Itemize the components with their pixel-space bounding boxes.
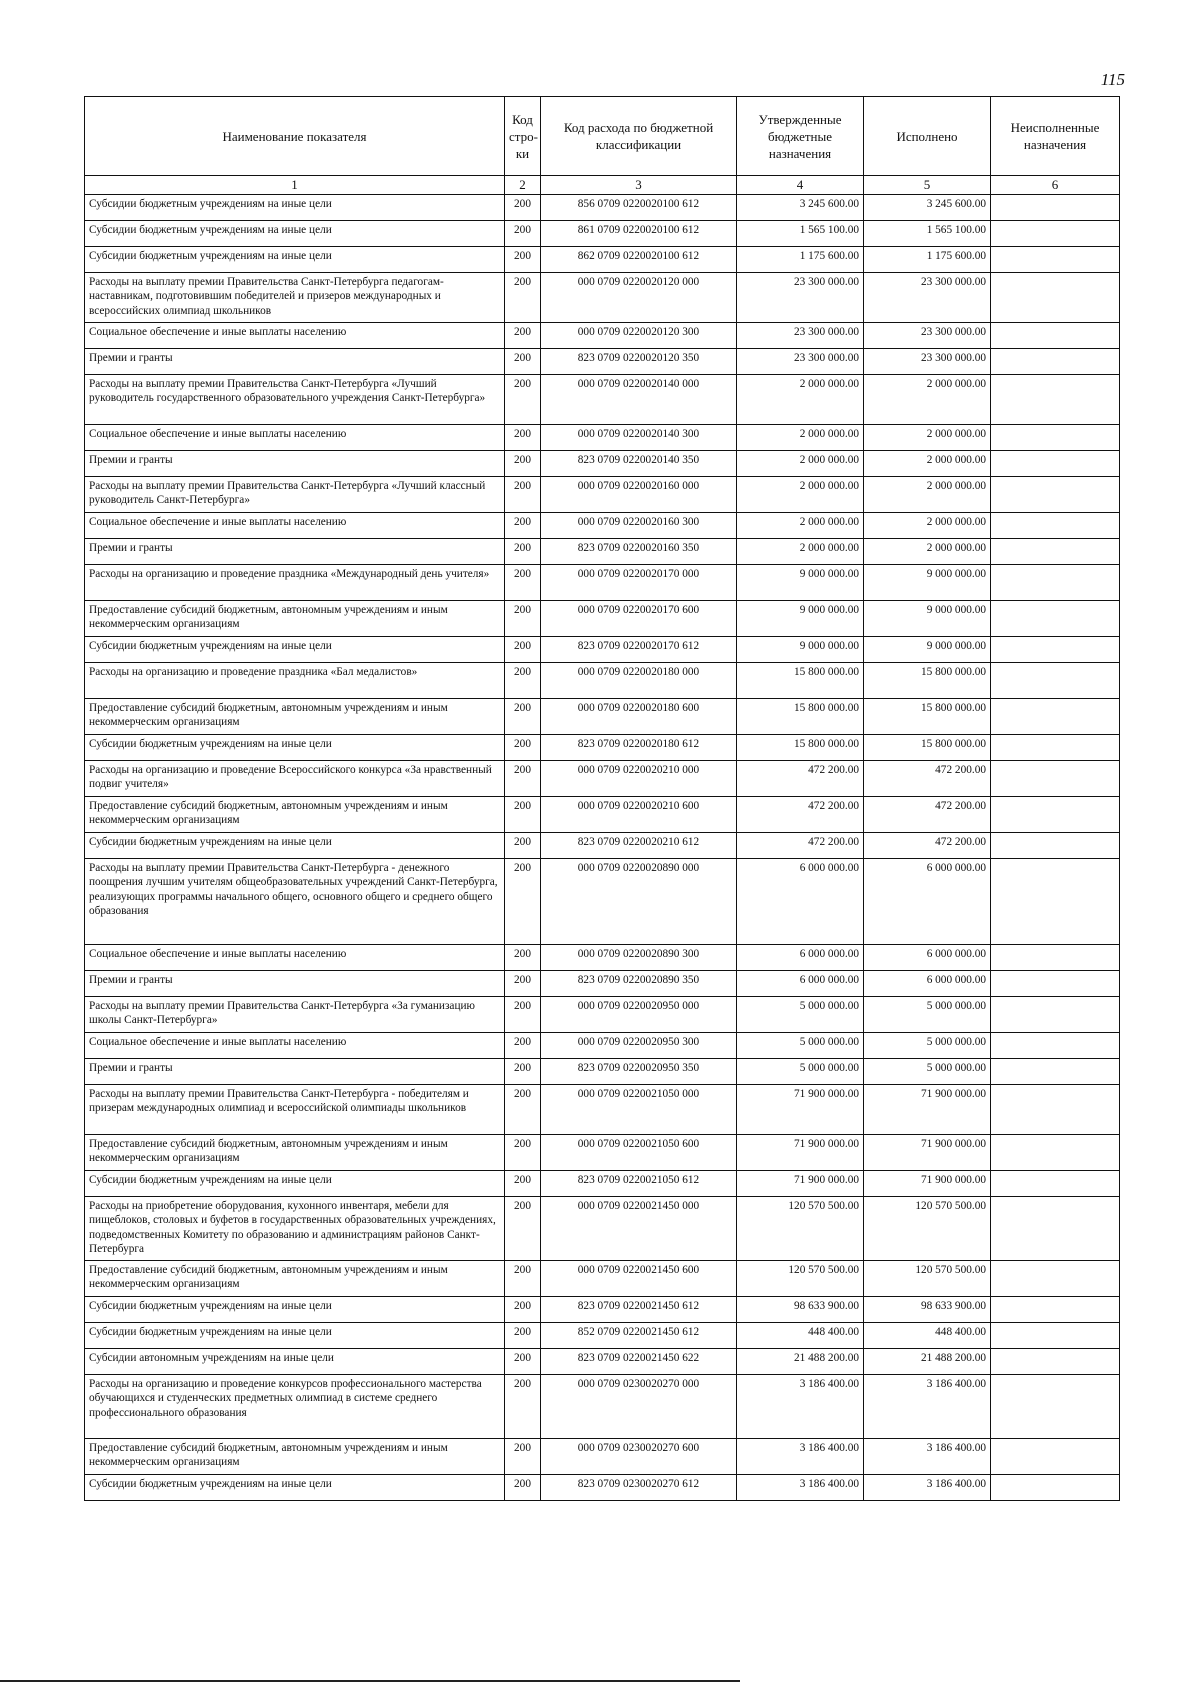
table-row <box>85 1059 1120 1085</box>
unexecuted-amount-cell <box>991 1475 1120 1501</box>
line-code-cell: 200 <box>505 859 541 945</box>
approved-amount-cell: 98 633 900.00 <box>737 1297 864 1323</box>
approved-amount-cell: 2 000 000.00 <box>737 477 864 513</box>
column-number: 6 <box>991 176 1120 195</box>
table-row <box>85 375 1120 425</box>
indicator-name-cell: Предоставление субсидий бюджетным, автономным учреждениям и иным некоммерческим организациям <box>85 699 505 735</box>
table-row <box>85 797 1120 833</box>
approved-amount-cell: 472 200.00 <box>737 761 864 797</box>
budget-execution-table <box>84 96 1120 1501</box>
indicator-name-cell: Расходы на организацию и проведение конкурсов профессионального мастерства обучающихся и студенческих предметных олимпиад в системе среднего профессионального образования <box>85 1375 505 1439</box>
classification-code-cell: 000 0709 0220021450 600 <box>541 1261 737 1297</box>
classification-code-cell: 823 0709 0220020140 350 <box>541 451 737 477</box>
line-code-cell: 200 <box>505 945 541 971</box>
indicator-name-cell: Субсидии автономным учреждениям на иные цели <box>85 1349 505 1375</box>
indicator-name-cell: Расходы на выплату премии Правительства Санкт-Петербурга «Лучший классный руководитель Санкт-Петербурга» <box>85 477 505 513</box>
classification-code-cell: 000 0709 0220020210 600 <box>541 797 737 833</box>
line-code-cell: 200 <box>505 833 541 859</box>
approved-amount-cell: 15 800 000.00 <box>737 699 864 735</box>
line-code-cell: 200 <box>505 663 541 699</box>
line-code-cell: 200 <box>505 375 541 425</box>
indicator-name-cell: Предоставление субсидий бюджетным, автономным учреждениям и иным некоммерческим организациям <box>85 797 505 833</box>
classification-code-cell: 000 0709 0220020160 000 <box>541 477 737 513</box>
classification-code-cell: 000 0709 0220021050 600 <box>541 1135 737 1171</box>
line-code-cell: 200 <box>505 565 541 601</box>
approved-amount-cell: 23 300 000.00 <box>737 323 864 349</box>
page-number: 115 <box>1100 70 1125 89</box>
table-row <box>85 349 1120 375</box>
table-row <box>85 539 1120 565</box>
indicator-name-cell: Предоставление субсидий бюджетным, автономным учреждениям и иным некоммерческим организациям <box>85 1261 505 1297</box>
indicator-name-cell: Премии и гранты <box>85 1059 505 1085</box>
column-numbers-row <box>85 176 1120 195</box>
approved-amount-cell: 448 400.00 <box>737 1323 864 1349</box>
line-code-cell: 200 <box>505 1085 541 1135</box>
line-code-cell: 200 <box>505 221 541 247</box>
header-row <box>85 97 1120 176</box>
line-code-cell: 200 <box>505 1261 541 1297</box>
indicator-name-cell: Премии и гранты <box>85 451 505 477</box>
executed-amount-cell: 5 000 000.00 <box>864 1033 991 1059</box>
classification-code-cell: 000 0709 0220020170 600 <box>541 601 737 637</box>
table-row <box>85 247 1120 273</box>
line-code-cell: 200 <box>505 1059 541 1085</box>
unexecuted-amount-cell <box>991 513 1120 539</box>
table-row <box>85 663 1120 699</box>
executed-amount-cell: 9 000 000.00 <box>864 601 991 637</box>
line-code-cell: 200 <box>505 1439 541 1475</box>
classification-code-cell: 823 0709 0220020120 350 <box>541 349 737 375</box>
executed-amount-cell: 15 800 000.00 <box>864 735 991 761</box>
executed-amount-cell: 472 200.00 <box>864 833 991 859</box>
table-row <box>85 699 1120 735</box>
table-row <box>85 477 1120 513</box>
executed-amount-cell: 472 200.00 <box>864 797 991 833</box>
executed-amount-cell: 3 186 400.00 <box>864 1439 991 1475</box>
line-code-cell: 200 <box>505 971 541 997</box>
approved-amount-cell: 71 900 000.00 <box>737 1171 864 1197</box>
header-executed: Исполнено <box>864 97 991 176</box>
indicator-name-cell: Субсидии бюджетным учреждениям на иные цели <box>85 195 505 221</box>
indicator-name-cell: Расходы на выплату премии Правительства Санкт-Петербурга - победителям и призерам международных олимпиад и всероссийской олимпиады школьников <box>85 1085 505 1135</box>
classification-code-cell: 000 0709 0220020950 300 <box>541 1033 737 1059</box>
classification-code-cell: 000 0709 0220020140 000 <box>541 375 737 425</box>
table-row <box>85 513 1120 539</box>
line-code-cell: 200 <box>505 273 541 323</box>
classification-code-cell: 000 0709 0220020950 000 <box>541 997 737 1033</box>
classification-code-cell: 823 0709 0220021450 612 <box>541 1297 737 1323</box>
approved-amount-cell: 21 488 200.00 <box>737 1349 864 1375</box>
classification-code-cell: 823 0709 0220021450 622 <box>541 1349 737 1375</box>
indicator-name-cell: Расходы на приобретение оборудования, кухонного инвентаря, мебели для пищеблоков, столовых и буфетов в государственных образовательных учреждениях, подведомственных Комитету по образованию и администрациям районов Санкт-Петербурга <box>85 1197 505 1261</box>
approved-amount-cell: 2 000 000.00 <box>737 451 864 477</box>
table-row <box>85 425 1120 451</box>
column-number: 2 <box>505 176 541 195</box>
table-row <box>85 761 1120 797</box>
unexecuted-amount-cell <box>991 1085 1120 1135</box>
executed-amount-cell: 2 000 000.00 <box>864 451 991 477</box>
executed-amount-cell: 71 900 000.00 <box>864 1085 991 1135</box>
classification-code-cell: 823 0709 0220021050 612 <box>541 1171 737 1197</box>
approved-amount-cell: 9 000 000.00 <box>737 601 864 637</box>
table-row <box>85 1033 1120 1059</box>
executed-amount-cell: 448 400.00 <box>864 1323 991 1349</box>
table-body <box>85 195 1120 1501</box>
line-code-cell: 200 <box>505 601 541 637</box>
unexecuted-amount-cell <box>991 477 1120 513</box>
approved-amount-cell: 3 186 400.00 <box>737 1439 864 1475</box>
column-number: 3 <box>541 176 737 195</box>
column-number: 4 <box>737 176 864 195</box>
approved-amount-cell: 472 200.00 <box>737 797 864 833</box>
table-row <box>85 1475 1120 1501</box>
unexecuted-amount-cell <box>991 637 1120 663</box>
table-row <box>85 1375 1120 1439</box>
classification-code-cell: 823 0709 0220020210 612 <box>541 833 737 859</box>
indicator-name-cell: Премии и гранты <box>85 539 505 565</box>
executed-amount-cell: 6 000 000.00 <box>864 971 991 997</box>
unexecuted-amount-cell <box>991 539 1120 565</box>
approved-amount-cell: 2 000 000.00 <box>737 539 864 565</box>
approved-amount-cell: 6 000 000.00 <box>737 945 864 971</box>
indicator-name-cell: Расходы на организацию и проведение праздника «Международный день учителя» <box>85 565 505 601</box>
line-code-cell: 200 <box>505 761 541 797</box>
indicator-name-cell: Предоставление субсидий бюджетным, автономным учреждениям и иным некоммерческим организациям <box>85 1135 505 1171</box>
line-code-cell: 200 <box>505 477 541 513</box>
classification-code-cell: 000 0709 0220020170 000 <box>541 565 737 601</box>
line-code-cell: 200 <box>505 195 541 221</box>
table-row <box>85 1439 1120 1475</box>
executed-amount-cell: 9 000 000.00 <box>864 637 991 663</box>
unexecuted-amount-cell <box>991 699 1120 735</box>
line-code-cell: 200 <box>505 997 541 1033</box>
classification-code-cell: 823 0709 0220020950 350 <box>541 1059 737 1085</box>
approved-amount-cell: 3 186 400.00 <box>737 1375 864 1439</box>
classification-code-cell: 852 0709 0220021450 612 <box>541 1323 737 1349</box>
approved-amount-cell: 6 000 000.00 <box>737 859 864 945</box>
executed-amount-cell: 23 300 000.00 <box>864 273 991 323</box>
line-code-cell: 200 <box>505 1033 541 1059</box>
classification-code-cell: 000 0709 0220020890 300 <box>541 945 737 971</box>
unexecuted-amount-cell <box>991 565 1120 601</box>
approved-amount-cell: 1 565 100.00 <box>737 221 864 247</box>
unexecuted-amount-cell <box>991 971 1120 997</box>
line-code-cell: 200 <box>505 735 541 761</box>
indicator-name-cell: Субсидии бюджетным учреждениям на иные цели <box>85 637 505 663</box>
unexecuted-amount-cell <box>991 761 1120 797</box>
unexecuted-amount-cell <box>991 1261 1120 1297</box>
line-code-cell: 200 <box>505 323 541 349</box>
unexecuted-amount-cell <box>991 323 1120 349</box>
executed-amount-cell: 2 000 000.00 <box>864 539 991 565</box>
unexecuted-amount-cell <box>991 247 1120 273</box>
indicator-name-cell: Субсидии бюджетным учреждениям на иные цели <box>85 1323 505 1349</box>
line-code-cell: 200 <box>505 1475 541 1501</box>
indicator-name-cell: Социальное обеспечение и иные выплаты населению <box>85 1033 505 1059</box>
indicator-name-cell: Социальное обеспечение и иные выплаты населению <box>85 323 505 349</box>
unexecuted-amount-cell <box>991 451 1120 477</box>
classification-code-cell: 000 0709 0220021050 000 <box>541 1085 737 1135</box>
bottom-scan-rule <box>0 1680 740 1682</box>
approved-amount-cell: 472 200.00 <box>737 833 864 859</box>
executed-amount-cell: 15 800 000.00 <box>864 699 991 735</box>
approved-amount-cell: 3 186 400.00 <box>737 1475 864 1501</box>
unexecuted-amount-cell <box>991 273 1120 323</box>
table-row <box>85 833 1120 859</box>
table-row <box>85 1261 1120 1297</box>
line-code-cell: 200 <box>505 247 541 273</box>
approved-amount-cell: 5 000 000.00 <box>737 1033 864 1059</box>
indicator-name-cell: Предоставление субсидий бюджетным, автономным учреждениям и иным некоммерческим организациям <box>85 1439 505 1475</box>
approved-amount-cell: 3 245 600.00 <box>737 195 864 221</box>
unexecuted-amount-cell <box>991 1059 1120 1085</box>
table-row <box>85 859 1120 945</box>
indicator-name-cell: Субсидии бюджетным учреждениям на иные цели <box>85 1297 505 1323</box>
table-row <box>85 1085 1120 1135</box>
executed-amount-cell: 71 900 000.00 <box>864 1171 991 1197</box>
approved-amount-cell: 2 000 000.00 <box>737 513 864 539</box>
table-row <box>85 451 1120 477</box>
line-code-cell: 200 <box>505 1197 541 1261</box>
executed-amount-cell: 3 186 400.00 <box>864 1475 991 1501</box>
unexecuted-amount-cell <box>991 1323 1120 1349</box>
indicator-name-cell: Премии и гранты <box>85 971 505 997</box>
header-approved-assignments: Утвержденные бюджетные назначения <box>737 97 864 176</box>
line-code-cell: 200 <box>505 699 541 735</box>
classification-code-cell: 823 0709 0220020180 612 <box>541 735 737 761</box>
unexecuted-amount-cell <box>991 945 1120 971</box>
executed-amount-cell: 6 000 000.00 <box>864 859 991 945</box>
classification-code-cell: 000 0709 0220020180 000 <box>541 663 737 699</box>
indicator-name-cell: Предоставление субсидий бюджетным, автономным учреждениям и иным некоммерческим организациям <box>85 601 505 637</box>
approved-amount-cell: 9 000 000.00 <box>737 565 864 601</box>
header-line-code: Код стро-ки <box>505 97 541 176</box>
classification-code-cell: 823 0709 0220020170 612 <box>541 637 737 663</box>
executed-amount-cell: 71 900 000.00 <box>864 1135 991 1171</box>
line-code-cell: 200 <box>505 539 541 565</box>
indicator-name-cell: Расходы на выплату премии Правительства Санкт-Петербурга - денежного поощрения лучшим учителям общеобразовательных учреждений Санкт-Петербурга, реализующих программы начального общего, основного общего и среднего общего образования <box>85 859 505 945</box>
classification-code-cell: 862 0709 0220020100 612 <box>541 247 737 273</box>
classification-code-cell: 000 0709 0220020140 300 <box>541 425 737 451</box>
indicator-name-cell: Расходы на выплату премии Правительства Санкт-Петербурга «Лучший руководитель государственного образовательного учреждения Санкт-Петербурга» <box>85 375 505 425</box>
indicator-name-cell: Субсидии бюджетным учреждениям на иные цели <box>85 735 505 761</box>
classification-code-cell: 000 0709 0220020120 000 <box>541 273 737 323</box>
classification-code-cell: 000 0709 0220020160 300 <box>541 513 737 539</box>
table-row <box>85 945 1120 971</box>
classification-code-cell: 861 0709 0220020100 612 <box>541 221 737 247</box>
approved-amount-cell: 6 000 000.00 <box>737 971 864 997</box>
indicator-name-cell: Социальное обеспечение и иные выплаты населению <box>85 513 505 539</box>
unexecuted-amount-cell <box>991 425 1120 451</box>
unexecuted-amount-cell <box>991 195 1120 221</box>
classification-code-cell: 000 0709 0220021450 000 <box>541 1197 737 1261</box>
approved-amount-cell: 23 300 000.00 <box>737 349 864 375</box>
classification-code-cell: 000 0709 0220020120 300 <box>541 323 737 349</box>
unexecuted-amount-cell <box>991 833 1120 859</box>
executed-amount-cell: 23 300 000.00 <box>864 323 991 349</box>
classification-code-cell: 823 0709 0220020160 350 <box>541 539 737 565</box>
line-code-cell: 200 <box>505 1323 541 1349</box>
line-code-cell: 200 <box>505 637 541 663</box>
executed-amount-cell: 23 300 000.00 <box>864 349 991 375</box>
table-row <box>85 273 1120 323</box>
classification-code-cell: 856 0709 0220020100 612 <box>541 195 737 221</box>
unexecuted-amount-cell <box>991 349 1120 375</box>
executed-amount-cell: 21 488 200.00 <box>864 1349 991 1375</box>
executed-amount-cell: 120 570 500.00 <box>864 1197 991 1261</box>
executed-amount-cell: 5 000 000.00 <box>864 1059 991 1085</box>
approved-amount-cell: 71 900 000.00 <box>737 1135 864 1171</box>
line-code-cell: 200 <box>505 451 541 477</box>
unexecuted-amount-cell <box>991 1349 1120 1375</box>
approved-amount-cell: 5 000 000.00 <box>737 1059 864 1085</box>
indicator-name-cell: Субсидии бюджетным учреждениям на иные цели <box>85 247 505 273</box>
indicator-name-cell: Субсидии бюджетным учреждениям на иные цели <box>85 221 505 247</box>
table-row <box>85 637 1120 663</box>
approved-amount-cell: 2 000 000.00 <box>737 375 864 425</box>
line-code-cell: 200 <box>505 797 541 833</box>
executed-amount-cell: 3 186 400.00 <box>864 1375 991 1439</box>
header-indicator-name: Наименование показателя <box>85 97 505 176</box>
unexecuted-amount-cell <box>991 859 1120 945</box>
executed-amount-cell: 2 000 000.00 <box>864 477 991 513</box>
unexecuted-amount-cell <box>991 375 1120 425</box>
unexecuted-amount-cell <box>991 601 1120 637</box>
column-number: 5 <box>864 176 991 195</box>
indicator-name-cell: Субсидии бюджетным учреждениям на иные цели <box>85 833 505 859</box>
line-code-cell: 200 <box>505 1375 541 1439</box>
executed-amount-cell: 15 800 000.00 <box>864 663 991 699</box>
indicator-name-cell: Социальное обеспечение и иные выплаты населению <box>85 425 505 451</box>
executed-amount-cell: 2 000 000.00 <box>864 375 991 425</box>
classification-code-cell: 000 0709 0230020270 000 <box>541 1375 737 1439</box>
indicator-name-cell: Премии и гранты <box>85 349 505 375</box>
executed-amount-cell: 6 000 000.00 <box>864 945 991 971</box>
approved-amount-cell: 5 000 000.00 <box>737 997 864 1033</box>
approved-amount-cell: 120 570 500.00 <box>737 1197 864 1261</box>
table-row <box>85 1197 1120 1261</box>
indicator-name-cell: Субсидии бюджетным учреждениям на иные цели <box>85 1171 505 1197</box>
table-row <box>85 221 1120 247</box>
header-unexecuted-assignments: Неисполненные назначения <box>991 97 1120 176</box>
executed-amount-cell: 1 565 100.00 <box>864 221 991 247</box>
table-row <box>85 1323 1120 1349</box>
executed-amount-cell: 5 000 000.00 <box>864 997 991 1033</box>
indicator-name-cell: Расходы на организацию и проведение праздника «Бал медалистов» <box>85 663 505 699</box>
unexecuted-amount-cell <box>991 1135 1120 1171</box>
approved-amount-cell: 23 300 000.00 <box>737 273 864 323</box>
unexecuted-amount-cell <box>991 1439 1120 1475</box>
classification-code-cell: 000 0709 0230020270 600 <box>541 1439 737 1475</box>
executed-amount-cell: 1 175 600.00 <box>864 247 991 273</box>
line-code-cell: 200 <box>505 1349 541 1375</box>
executed-amount-cell: 9 000 000.00 <box>864 565 991 601</box>
table-row <box>85 601 1120 637</box>
table-row <box>85 971 1120 997</box>
line-code-cell: 200 <box>505 1171 541 1197</box>
table-row <box>85 735 1120 761</box>
indicator-name-cell: Социальное обеспечение и иные выплаты населению <box>85 945 505 971</box>
line-code-cell: 200 <box>505 513 541 539</box>
line-code-cell: 200 <box>505 349 541 375</box>
unexecuted-amount-cell <box>991 663 1120 699</box>
table-row <box>85 1135 1120 1171</box>
indicator-name-cell: Субсидии бюджетным учреждениям на иные цели <box>85 1475 505 1501</box>
approved-amount-cell: 2 000 000.00 <box>737 425 864 451</box>
executed-amount-cell: 472 200.00 <box>864 761 991 797</box>
table-row <box>85 323 1120 349</box>
approved-amount-cell: 71 900 000.00 <box>737 1085 864 1135</box>
table-row <box>85 565 1120 601</box>
executed-amount-cell: 2 000 000.00 <box>864 425 991 451</box>
unexecuted-amount-cell <box>991 1197 1120 1261</box>
executed-amount-cell: 98 633 900.00 <box>864 1297 991 1323</box>
executed-amount-cell: 120 570 500.00 <box>864 1261 991 1297</box>
unexecuted-amount-cell <box>991 1375 1120 1439</box>
line-code-cell: 200 <box>505 1135 541 1171</box>
line-code-cell: 200 <box>505 1297 541 1323</box>
unexecuted-amount-cell <box>991 221 1120 247</box>
unexecuted-amount-cell <box>991 1171 1120 1197</box>
header-budget-classification-code: Код расхода по бюджетной классификации <box>541 97 737 176</box>
classification-code-cell: 823 0709 0220020890 350 <box>541 971 737 997</box>
executed-amount-cell: 2 000 000.00 <box>864 513 991 539</box>
unexecuted-amount-cell <box>991 797 1120 833</box>
unexecuted-amount-cell <box>991 1033 1120 1059</box>
line-code-cell: 200 <box>505 425 541 451</box>
table-row <box>85 1171 1120 1197</box>
table-row <box>85 997 1120 1033</box>
indicator-name-cell: Расходы на выплату премии Правительства Санкт-Петербурга «За гуманизацию школы Санкт-Петербурга» <box>85 997 505 1033</box>
indicator-name-cell: Расходы на организацию и проведение Всероссийского конкурса «За нравственный подвиг учителя» <box>85 761 505 797</box>
table-row <box>85 1349 1120 1375</box>
unexecuted-amount-cell <box>991 1297 1120 1323</box>
indicator-name-cell: Расходы на выплату премии Правительства Санкт-Петербурга педагогам-наставникам, подготовившим победителей и призеров международных и всероссийских олимпиад школьников <box>85 273 505 323</box>
unexecuted-amount-cell <box>991 997 1120 1033</box>
classification-code-cell: 000 0709 0220020890 000 <box>541 859 737 945</box>
table-row <box>85 195 1120 221</box>
classification-code-cell: 823 0709 0230020270 612 <box>541 1475 737 1501</box>
approved-amount-cell: 1 175 600.00 <box>737 247 864 273</box>
unexecuted-amount-cell <box>991 735 1120 761</box>
approved-amount-cell: 120 570 500.00 <box>737 1261 864 1297</box>
executed-amount-cell: 3 245 600.00 <box>864 195 991 221</box>
classification-code-cell: 000 0709 0220020210 000 <box>541 761 737 797</box>
column-number: 1 <box>85 176 505 195</box>
approved-amount-cell: 15 800 000.00 <box>737 735 864 761</box>
table-row <box>85 1297 1120 1323</box>
approved-amount-cell: 15 800 000.00 <box>737 663 864 699</box>
approved-amount-cell: 9 000 000.00 <box>737 637 864 663</box>
classification-code-cell: 000 0709 0220020180 600 <box>541 699 737 735</box>
